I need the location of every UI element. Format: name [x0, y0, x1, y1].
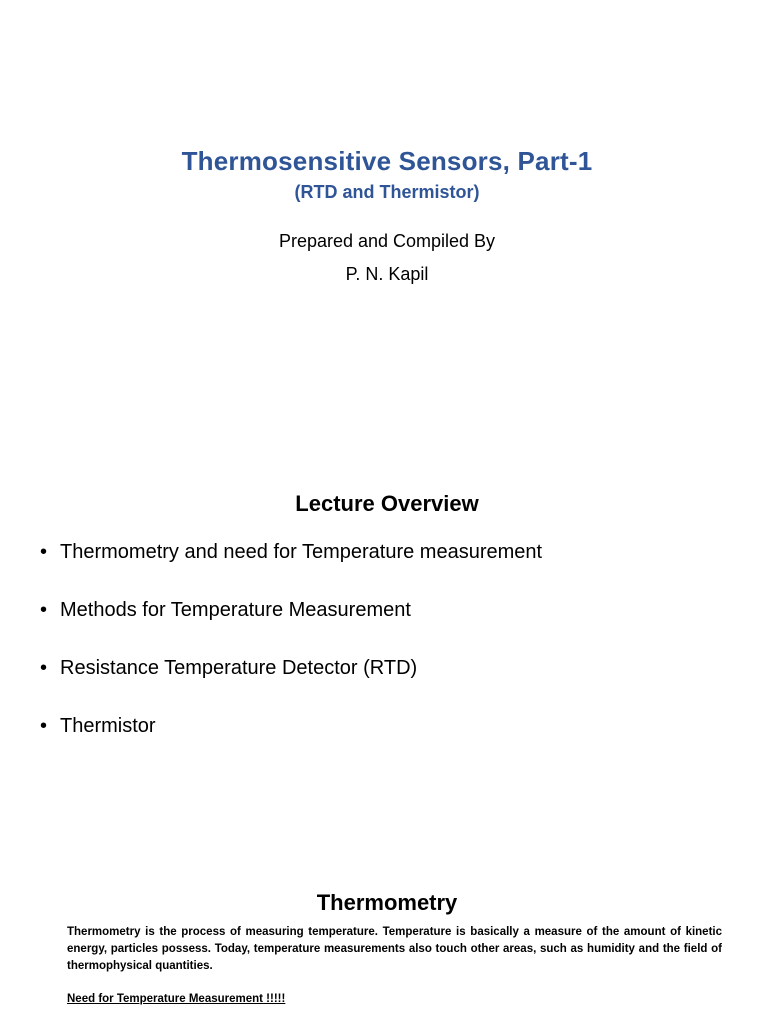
title-slide: [0, 0, 768, 300]
thermometry-heading: Thermometry: [316, 890, 458, 915]
bullet-icon: •: [40, 657, 48, 679]
bullet-icon: •: [40, 715, 48, 737]
overview-heading: Lecture Overview: [295, 491, 479, 516]
bullet-text: Methods for Temperature Measurement: [60, 599, 411, 621]
prepared-by-line: Prepared and Compiled By: [278, 231, 496, 251]
bullet-text: Resistance Temperature Detector (RTD): [60, 657, 418, 679]
bullet-icon: •: [40, 599, 48, 621]
bullet-icon: •: [40, 541, 48, 563]
author-name: P. N. Kapil: [345, 264, 429, 284]
thermometry-slide: [0, 880, 768, 1024]
need-heading: Need for Temperature Measurement !!!!!: [67, 993, 286, 1005]
thermometry-paragraph: Thermometry is the process of measuring temperature. Temperature is basically a measure of the amount of kinetic energy, particles possess. Today, temperature measurements also touch other areas, such as humidity and the field of thermophysical quantities.: [67, 926, 722, 972]
list-item: [40, 541, 740, 564]
bullet-text: Thermistor: [60, 715, 156, 737]
list-item: [40, 599, 740, 622]
slide-subtitle: (RTD and Thermistor): [294, 182, 480, 202]
slide-title: Thermosensitive Sensors, Part-1: [181, 146, 593, 176]
overview-slide: [0, 480, 768, 780]
bullet-text: Thermometry and need for Temperature measurement: [60, 541, 543, 563]
list-item: [40, 657, 740, 680]
list-item: [40, 715, 740, 738]
